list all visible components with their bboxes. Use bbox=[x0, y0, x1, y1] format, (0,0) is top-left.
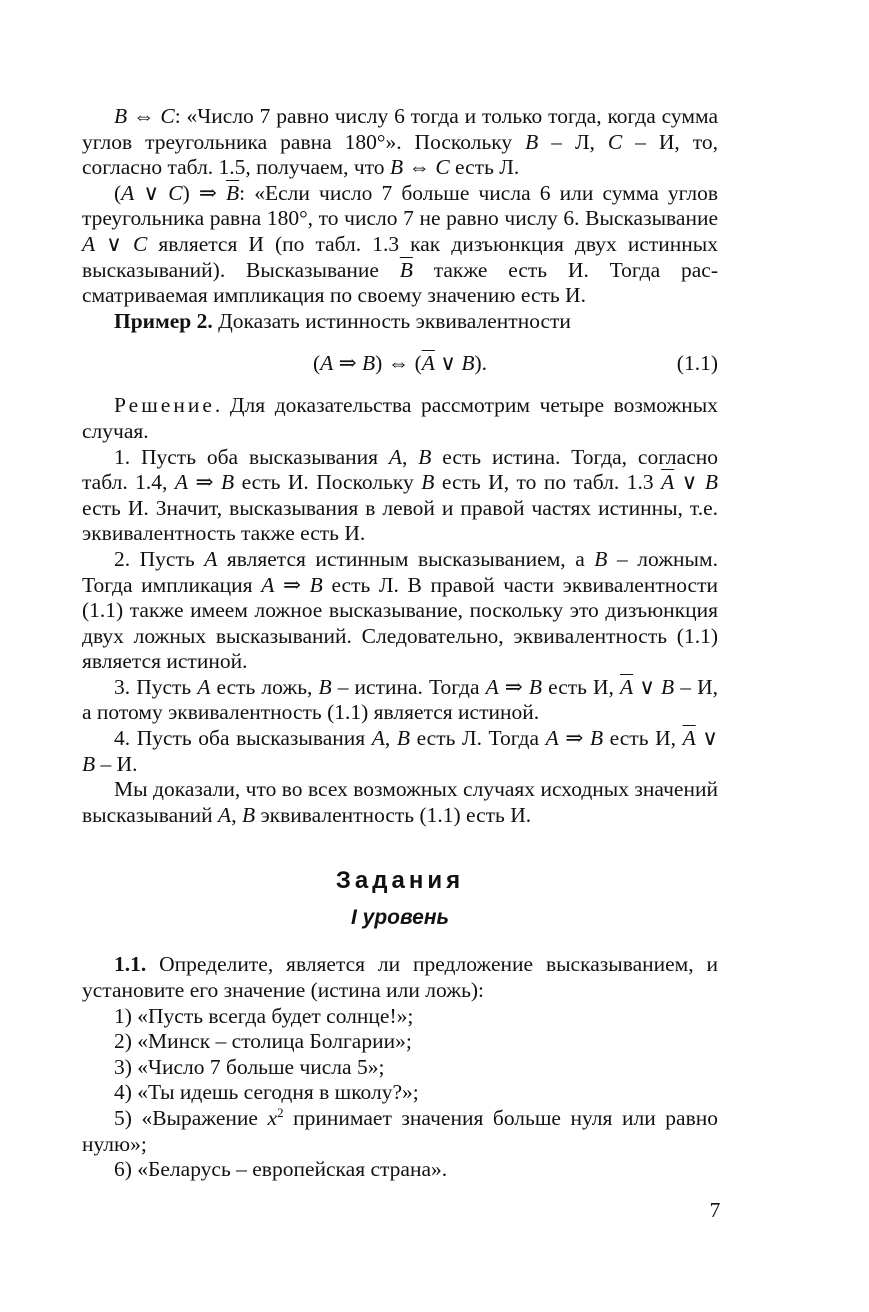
formula-number: (1.1) bbox=[676, 351, 718, 376]
formula-1-1 bbox=[82, 351, 718, 377]
exercise-item-5: 5) «Выражение $x^2$ принимает значения больше нуля или равно нулю»; bbox=[82, 1104, 718, 1156]
example-2-statement bbox=[82, 309, 718, 335]
formula-b-equiv-c: B ⇔ C bbox=[114, 104, 175, 128]
case-3: 3. Пусть A есть ложь, B – истина. Тогда A ⇒ B есть И, $\overline{A}$ ∨ B – И, а потому эквивалентность (1.1) является истиной. bbox=[82, 674, 718, 725]
conclusion: Мы доказали, что во всех возможных случаях исходных значений высказываний A, B эквивалентность (1.1) есть И. bbox=[82, 777, 718, 827]
exercise-1-1 bbox=[82, 952, 718, 1003]
exercise-item: 1) «Пусть всегда будет солнце!»; bbox=[114, 1003, 414, 1028]
exercise-text: Определите, является ли предложение высказыванием, и установите его значение (истина или ложь): bbox=[82, 952, 719, 1003]
section-level: I уровень bbox=[351, 906, 449, 930]
formula-body: (A ⇒ B) ⇔ ($\overline{A}$ ∨ B). bbox=[312, 351, 488, 376]
exercise-item: 3) «Число 7 больше числа 5»; bbox=[114, 1054, 385, 1079]
case-2: 2. Пусть A является истинным высказыванием, а B – ложным. Тогда импликация A ⇒ B есть Л. В правой части эквивалентности (1.1) также имеем ложное высказывание, поскольку это дизъюнкция двух ложных высказываний. Следовательно, эквивалентность (1.1) является истиной. bbox=[82, 546, 718, 674]
exercise-label: 1.1. bbox=[114, 952, 147, 977]
exercise-item: 2) «Минск – столица Болгарии»; bbox=[114, 1029, 412, 1054]
page-number: 7 bbox=[709, 1198, 721, 1222]
case-4: 4. Пусть оба высказывания A, B есть Л. Тогда A ⇒ B есть И, $\overline{A}$ ∨ B – И. bbox=[82, 726, 719, 776]
solution-text: . Для доказательства рассмотрим четыре возможных случая. bbox=[82, 393, 718, 443]
page-content bbox=[82, 104, 718, 1183]
example-text: Доказать истинность эквивалентности bbox=[218, 308, 571, 333]
formula-a-or-c-implies-not-b: (A ∨ C) ⇒ $\overline{B}$ bbox=[114, 180, 240, 205]
solution-label: Решение bbox=[114, 393, 215, 418]
paragraph-implication-example: (A ∨ C) ⇒ $\overline{B}$: «Если число 7 больше числа 6 или сумма углов треугольника равна 180°, то число 7 не равно числу 6. Высказывание A ∨ C является И (по табл. 1.3 как дизъюнкция двух истинных высказываний). Высказывание $\overline{B}$ также есть И. Тогда рассматриваемая импликация по своему значению есть И. bbox=[82, 180, 718, 308]
solution-intro bbox=[82, 393, 718, 444]
paragraph-equivalence-example: B ⇔ C: «Число 7 равно числу 6 тогда и только тогда, когда сумма углов треугольника равна 180°». Поскольку B – Л, C – И, то, согласно табл. 1.5, получаем, что B ⇔ C есть Л. bbox=[82, 104, 718, 180]
example-label: Пример 2. bbox=[114, 308, 213, 333]
section-title: Задания bbox=[335, 867, 465, 895]
case-1: 1. Пусть оба высказывания A, B есть истина. Тогда, согласно табл. 1.4, A ⇒ B есть И. Поскольку B есть И, то по табл. 1.3 $\overline{A}$ ∨ B есть И. Значит, высказывания в левой и правой частях истинны, т.е. эквивалентность также есть И. bbox=[82, 444, 719, 546]
exercise-item: 6) «Беларусь – европейская страна». bbox=[114, 1157, 448, 1182]
exercise-item: 4) «Ты идешь сегодня в школу?»; bbox=[114, 1080, 419, 1105]
